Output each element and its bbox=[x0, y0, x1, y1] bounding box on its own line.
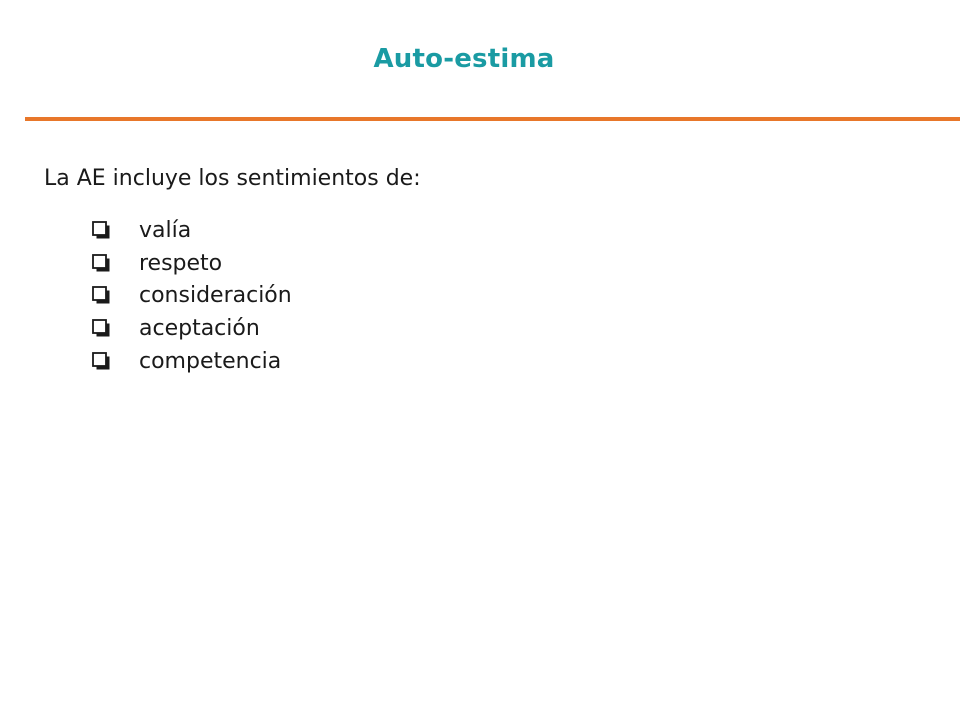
list-item bbox=[92, 247, 292, 280]
slide-title: Auto-estima bbox=[373, 44, 555, 74]
list-item bbox=[92, 312, 292, 345]
title-divider bbox=[25, 117, 960, 121]
list-item bbox=[92, 345, 292, 378]
square-bullet-icon bbox=[92, 286, 111, 305]
list-item bbox=[92, 280, 292, 313]
intro-text: La AE incluye los sentimientos de: bbox=[44, 166, 421, 191]
square-bullet-icon bbox=[92, 352, 111, 371]
square-bullet-icon bbox=[92, 221, 111, 240]
square-bullet-icon bbox=[92, 254, 111, 273]
square-bullet-icon bbox=[92, 319, 111, 338]
bullet-list bbox=[92, 214, 292, 378]
bullet-label: valía bbox=[139, 217, 192, 243]
bullet-label: aceptación bbox=[139, 316, 260, 342]
list-item bbox=[92, 214, 292, 247]
bullet-label: respeto bbox=[139, 250, 223, 276]
bullet-label: consideración bbox=[139, 283, 292, 309]
bullet-label: competencia bbox=[139, 349, 282, 375]
